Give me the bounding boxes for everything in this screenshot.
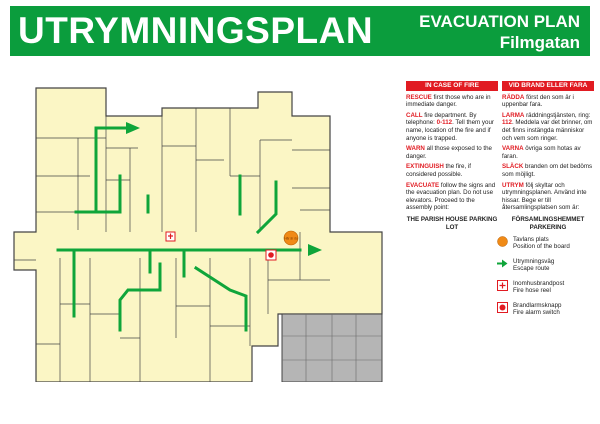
instructions-en-heading: IN CASE OF FIRE — [406, 81, 498, 91]
fire-alarm-switch-icon — [497, 302, 508, 313]
legend-item: Inomhusbrandpost Fire hose reel — [497, 280, 597, 302]
instruction-item: LARMA räddningstjänsten, ring: 112. Meddela var det brinner, om det finns instängda människor och vem som ringer. — [502, 111, 593, 142]
position-marker-label: Här är du — [284, 236, 298, 241]
instruction-item: RESCUE first those who are in immediate danger. — [406, 93, 491, 109]
position-marker-icon — [284, 231, 298, 245]
escape-arrow-icon — [497, 258, 508, 269]
header-bar — [10, 6, 590, 56]
instruction-item: RÄDDA först den som är i uppenbar fara. — [502, 93, 574, 109]
instruction-item: CALL fire department. By telephone: 0-112. Tell them your name, location of the fire and if anyone is trapped. — [406, 111, 494, 142]
floor-plan — [8, 80, 400, 382]
legend-item: Tavlans plats Position of the board — [497, 236, 597, 258]
instruction-item: EXTINGUISH the fire, if considered possible. — [406, 163, 471, 178]
legend-item: Brandlarmsknapp Fire alarm switch — [497, 302, 597, 324]
fire-hose-reel-icon — [166, 232, 175, 241]
assembly-point: THE PARISH HOUSE PARKING LOT — [406, 215, 498, 231]
instructions-sv-heading: VID BRAND ELLER FARA — [502, 81, 594, 91]
position-marker-icon — [497, 236, 508, 247]
fire-hose-reel-icon — [497, 280, 508, 291]
fire-alarm-switch-icon — [266, 250, 276, 260]
instruction-item: WARN all those exposed to the danger. — [406, 145, 492, 160]
instruction-item: VARNA övriga som hotas av faran. — [502, 145, 581, 160]
legend-item: Utrymningsväg Escape route — [497, 258, 597, 280]
instructions-en — [406, 81, 498, 231]
instructions-sv — [502, 81, 594, 231]
assembly-point: FÖRSAMLINGSHEMMET PARKERING — [511, 215, 585, 231]
instruction-item: SLÄCK branden om det bedöms som möjligt. — [502, 163, 593, 178]
location-name: Filmgatan — [499, 33, 580, 52]
legend — [497, 236, 597, 324]
page-title: UTRYMNINGSPLAN — [18, 10, 374, 51]
instruction-item: EVACUATE follow the signs and the evacuation plan. Do not use elevators. Proceed to the assembly point: — [406, 181, 496, 212]
instruction-item: UTRYM följ skyltar och utrymningsplanen. Använd inte hissar. Bege er till återsamlingsplatsen som är: — [502, 181, 587, 212]
page-subtitle: EVACUATION PLAN — [419, 12, 580, 31]
